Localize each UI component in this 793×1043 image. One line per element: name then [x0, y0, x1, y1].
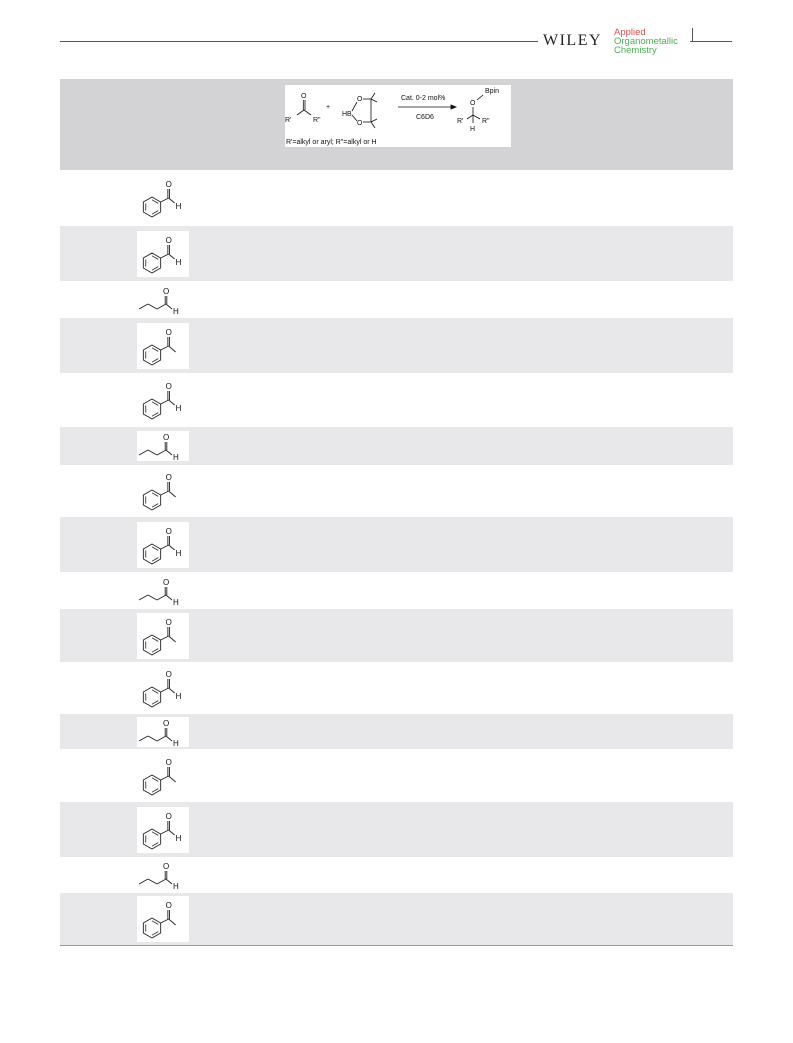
journal-logo: [614, 28, 678, 55]
product-bpin-label: Bpin: [485, 88, 500, 95]
substrate-structure-acetophenone: [137, 896, 189, 942]
carbonyl-o-label: O: [165, 179, 172, 189]
carbonyl-o-label: O: [165, 473, 172, 482]
substrate-structure-butanal: [137, 860, 189, 890]
product-h-label: H: [470, 126, 476, 133]
carbonyl-o-label: O: [165, 235, 172, 245]
conditions-catalyst: Cat. 0-2 mol%: [401, 95, 446, 102]
aldehyde-h-label: H: [175, 833, 182, 843]
substrate-structure-benzaldehyde: [137, 231, 189, 277]
aldehyde-h-label: H: [175, 692, 182, 701]
reaction-scheme: [285, 85, 511, 147]
conditions-solvent: C6D6: [416, 114, 434, 121]
aldehyde-h-label: H: [173, 453, 179, 461]
carbonyl-o-label: O: [163, 718, 170, 728]
reactant-o-label: O: [301, 93, 307, 100]
aldehyde-h-label: H: [173, 738, 179, 747]
substrate-structure-benzaldehyde: [137, 807, 189, 853]
pin-o-bottom-label: O: [357, 120, 363, 127]
page-tick: [692, 28, 693, 42]
header-rule-left: [60, 41, 538, 42]
substrate-structure-acetophenone: [137, 323, 189, 369]
table-bottom-rule: [60, 945, 733, 946]
carbonyl-o-label: O: [165, 382, 172, 391]
reactant-carbonyl: [297, 100, 311, 115]
carbonyl-o-label: O: [163, 433, 170, 442]
substrate-structure-acetophenone: [137, 613, 189, 659]
pin-o-top-label: O: [357, 96, 363, 103]
aldehyde-h-label: H: [175, 257, 182, 267]
reaction-arrow: [398, 105, 456, 109]
carbonyl-o-label: O: [163, 286, 170, 296]
carbonyl-o-label: O: [163, 862, 170, 871]
substrate-structure-acetophenone: [137, 753, 189, 799]
substrate-structure-acetophenone: [137, 468, 189, 514]
aldehyde-h-label: H: [173, 306, 179, 315]
carbonyl-o-label: O: [165, 811, 172, 821]
publisher-logo: WILEY: [543, 32, 603, 49]
journal-line-3: Chemistry: [614, 45, 657, 56]
pinacol-ring: [352, 93, 377, 128]
aldehyde-h-label: H: [175, 404, 182, 413]
carbonyl-o-label: O: [163, 577, 170, 587]
carbonyl-o-label: O: [165, 901, 172, 910]
carbonyl-o-label: O: [165, 617, 172, 627]
carbonyl-o-label: O: [165, 526, 172, 536]
aldehyde-h-label: H: [173, 597, 179, 606]
journal-line-1: Applied: [614, 27, 646, 38]
carbonyl-o-label: O: [165, 757, 172, 767]
substrate-structure-benzaldehyde: [137, 175, 189, 221]
substrate-structure-butanal: [137, 431, 189, 461]
product-r2-label: R": [482, 118, 490, 125]
aldehyde-h-label: H: [175, 548, 182, 558]
substrate-structure-butanal: [137, 576, 189, 606]
reactant-r2-label: R": [313, 117, 321, 124]
product-r1-label: R': [457, 118, 464, 125]
aldehyde-h-label: H: [175, 201, 182, 211]
aldehyde-h-label: H: [173, 882, 179, 890]
substrate-structure-butanal: [137, 717, 189, 747]
carbonyl-o-label: O: [165, 670, 172, 679]
product-o-label: O: [470, 100, 476, 107]
table-subheader: [60, 152, 733, 170]
plus-sign: +: [326, 104, 331, 111]
substrate-structure-benzaldehyde: [137, 665, 189, 711]
substrate-structure-benzaldehyde: [137, 377, 189, 423]
hb-label: HB: [342, 111, 352, 118]
journal-line-2: Organometallic: [614, 36, 678, 47]
carbonyl-o-label: O: [165, 327, 172, 337]
header-rule-right: [690, 41, 732, 42]
scheme-footnote: R'=alkyl or aryl; R"=alkyl or H: [286, 139, 377, 146]
substrate-structure-benzaldehyde: [137, 522, 189, 568]
reactant-r1-label: R': [285, 117, 292, 124]
substrate-structure-butanal: [137, 285, 189, 315]
